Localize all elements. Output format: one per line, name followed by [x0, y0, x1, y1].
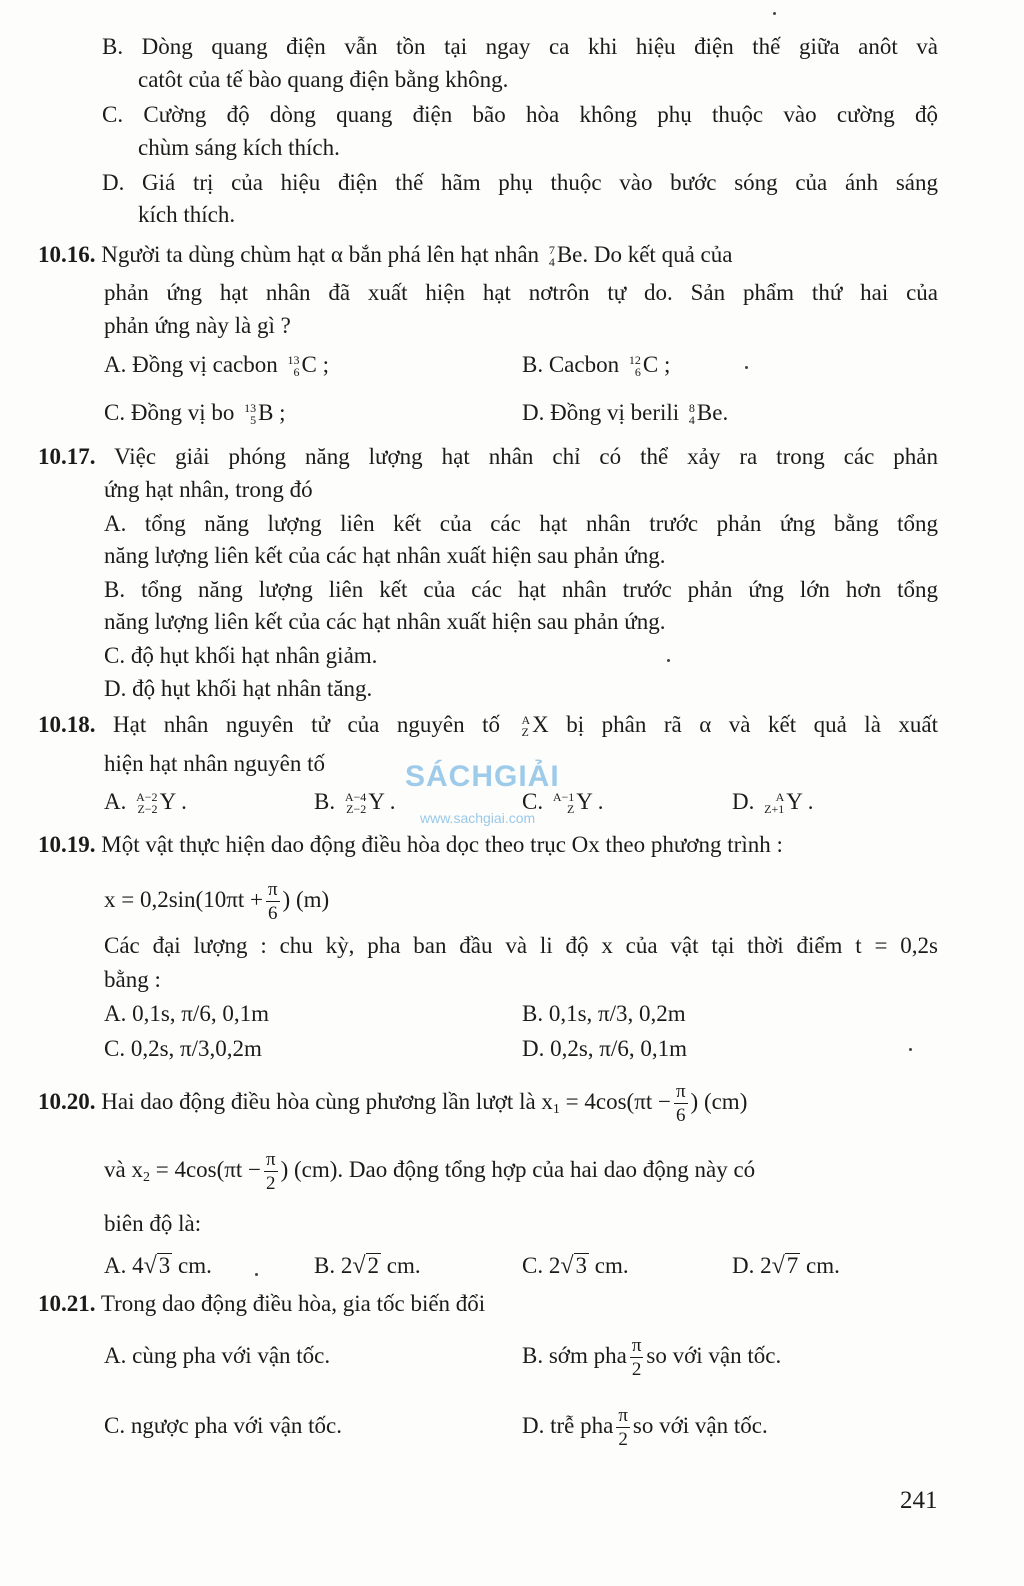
q1019-option-a: A. 0,1s, π/6, 0,1m — [104, 1001, 269, 1026]
q1015-option-b-line1: B. Dòng quang điện vẫn tồn tại ngay ca khi hiệu điện thế giữa anôt và — [102, 34, 938, 59]
scan-speck — [667, 659, 670, 662]
watermark-brand: SÁCHGIẢI — [405, 760, 560, 793]
scan-speck — [255, 1273, 258, 1276]
scan-speck — [773, 12, 776, 15]
scan-speck — [745, 366, 748, 369]
q1019-stem-line2: Các đại lượng : chu kỳ, pha ban đầu và li độ x của vật tại thời điểm t = 0,2s — [104, 933, 938, 958]
q1015-option-d-line2: kích thích. — [138, 202, 236, 227]
q1017-option-c: C. độ hụt khối hạt nhân giảm. — [104, 643, 378, 668]
q1020-option-d: D. 2√7 cm. — [732, 1253, 840, 1279]
q1020-option-a: A. 4√3 cm. — [104, 1253, 212, 1279]
q1015-option-c-line1: C. Cường độ dòng quang điện bão hòa không phụ thuộc vào cường độ — [102, 102, 938, 127]
q1015-option-b-line2: catôt của tế bào quang điện bằng không. — [138, 67, 509, 92]
q1016-number: 10.16. — [38, 242, 96, 267]
q1019-option-b: B. 0,1s, π/3, 0,2m — [522, 1001, 686, 1026]
q1020-stem-line2: và $x_2 = 4\cos(\pi t$ − $\frac{\pi}{2}$ ) (cm). Dao động tổng hợp của hai dao động này có — [104, 1149, 756, 1195]
page-number: 241 — [900, 1487, 938, 1514]
q1019-option-c: C. 0,2s, π/3,0,2m — [104, 1036, 262, 1061]
q1019-option-d: D. 0,2s, π/6, 0,1m — [522, 1036, 687, 1061]
q1016-stem-line2: phản ứng hạt nhân đã xuất hiện hạt nơtrôn tự do. Sản phẩm thứ hai của — [104, 280, 938, 305]
q1017-stem-line1: 10.17. Việc giải phóng năng lượng hạt nhân chỉ có thể xảy ra trong các phản — [38, 444, 938, 469]
q1018-option-d: D. A Z+1 Y . — [732, 789, 814, 816]
q1015-option-d-line1: D. Giá trị của hiệu điện thế hãm phụ thuộc vào bước sóng của ánh sáng — [102, 170, 938, 195]
q1020-number: 10.20. — [38, 1089, 96, 1114]
q1021-number: 10.21. — [38, 1291, 96, 1316]
watermark-url: www.sachgiai.com — [420, 810, 536, 826]
q1017-option-a-line2: năng lượng liên kết của các hạt nhân xuất hiện sau phản ứng. — [104, 543, 666, 568]
q1017-option-d: D. độ hụt khối hạt nhân tăng. — [104, 676, 373, 701]
q1020-option-b: B. 2√2 cm. — [314, 1253, 421, 1279]
q1016-stem-line1: 10.16. Người ta dùng chùm hạt α bắn phá lên hạt nhân 7 4 Be. Do kết quả của — [38, 242, 733, 269]
q1021-option-b: B. sớm pha $\frac{\pi}{2}$ so với vận tốc. — [522, 1335, 782, 1381]
be-isotope-notation: 7 4 — [548, 243, 555, 269]
q1019-stem-line1: 10.19. Một vật thực hiện dao động điều hòa dọc theo trục Ox theo phương trình : — [38, 832, 783, 857]
q1020-stem-line1: 10.20. Hai dao động điều hòa cùng phương lần lượt là $x_1 = 4\cos(\pi t$ − $\frac{\pi}{6}$ ) (cm) — [38, 1081, 748, 1127]
q1017-option-b-line1: B. tổng năng lượng liên kết của các hạt nhân trước phản ứng lớn hơn tổng — [104, 577, 938, 602]
q1019-equation: x = 0,2sin(10πt + $\frac{\pi}{6}$ ) (m) — [104, 879, 330, 925]
q1018-stem-line2: hiện hạt nhân nguyên tố — [104, 751, 326, 776]
q1017-number: 10.17. — [38, 444, 96, 469]
q1021-option-a: A. cùng pha với vận tốc. — [104, 1343, 331, 1368]
q1019-stem-line3: bằng : — [104, 967, 161, 992]
q1015-option-c-line2: chùm sáng kích thích. — [138, 135, 340, 160]
q1018-option-b: B. A−4 Z−2 Y . — [314, 789, 396, 816]
q1016-option-c: C. Đồng vị bo 13 5 B ; — [104, 400, 286, 427]
q1018-number: 10.18. — [38, 712, 96, 737]
q1018-option-a: A. A−2 Z−2 Y . — [104, 789, 187, 816]
q1016-stem-line3: phản ứng này là gì ? — [104, 313, 291, 338]
q1018-option-c: C. A−1 Z Y . — [522, 789, 604, 816]
q1016-option-b: B. Cacbon 12 6 C ; — [522, 352, 671, 379]
q1020-option-c: C. 2√3 cm. — [522, 1253, 629, 1279]
q1016-option-a: A. Đồng vị cacbon 13 6 C ; — [104, 352, 329, 379]
q1021-option-c: C. ngược pha với vận tốc. — [104, 1413, 342, 1438]
q1017-option-a-line1: A. tổng năng lượng liên kết của các hạt nhân trước phản ứng bằng tổng — [104, 511, 938, 536]
q1021-option-d: D. trễ pha $\frac{\pi}{2}$ so với vận tốc. — [522, 1405, 768, 1451]
q1017-stem-line2: ứng hạt nhân, trong đó — [104, 477, 313, 502]
q1017-option-b-line2: năng lượng liên kết của các hạt nhân xuất hiện sau phản ứng. — [104, 609, 666, 634]
q1018-stem-line1: 10.18. Hạt nhân nguyên tử của nguyên tố A Z X bị phân rã α và kết quả là xuất — [38, 712, 939, 739]
q1021-stem: 10.21. Trong dao động điều hòa, gia tốc biến đổi — [38, 1291, 486, 1316]
scan-speck — [909, 1048, 912, 1051]
q1019-number: 10.19. — [38, 832, 96, 857]
q1020-stem-line3: biên độ là: — [104, 1211, 202, 1236]
q1016-option-d: D. Đồng vị berili 8 4 Be. — [522, 400, 729, 427]
